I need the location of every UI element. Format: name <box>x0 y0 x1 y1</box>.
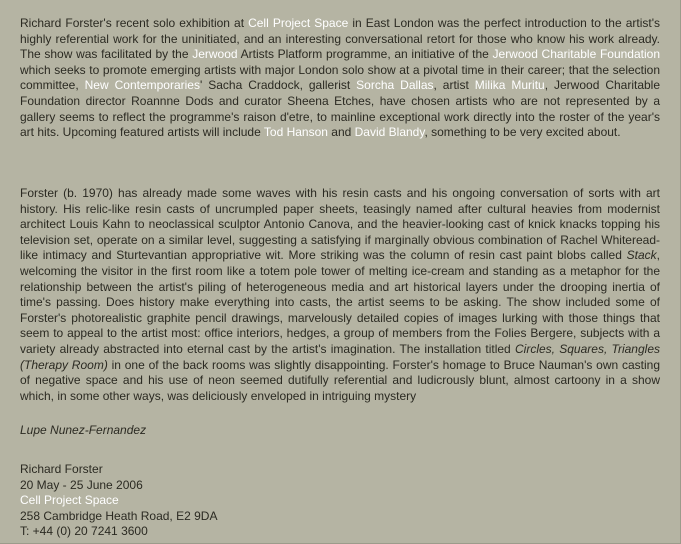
inline-link[interactable]: Jerwood Charitable Foundation <box>492 47 660 62</box>
inline-link[interactable]: Tod Hanson <box>263 125 328 140</box>
article <box>20 16 660 540</box>
info-venue-link[interactable]: Cell Project Space <box>20 493 119 508</box>
article-paragraph-2 <box>20 186 660 404</box>
inline-link[interactable]: David Blandy <box>354 125 425 140</box>
inline-link[interactable]: Milika Muritu <box>474 78 545 93</box>
text-run: in one of the back rooms was slightly disappointing. Forster's homage to Bruce Nauman's own casting of negative space and his use of neon seemed dutifully referential and ludicrously blunt, almost cartoony in a show which, in some other ways, was deliciously enveloped in intriguing mystery <box>20 357 661 403</box>
text-run: , artist <box>433 78 475 93</box>
text-run: Richard Forster's recent solo exhibition at <box>20 16 249 30</box>
emphasized-title: Stack <box>626 248 657 263</box>
text-run: Forster (b. 1970) has already made some waves with his resin casts and his ongoing conversation of sorts with art history. His relic-like resin casts of uncrumpled paper sheets, teasingly named after cultural heavies from modernist architect Louis Kahn to neoclassical sculptor Antonio Canova, and the heavier-looking cast of knick knacks topping his television set, operate on a similar level, suggesting a satisfying if marginally obvious combination of Rachel Whiteread-like intimacy and Sturtevantian appropriative wit. More striking was the column of resin cast paint blobs called <box>20 186 660 263</box>
emphasized-title: Circles, Squares, Triangles (Therapy Room) <box>20 341 660 372</box>
info-dates: 20 May - 25 June 2006 <box>20 477 143 492</box>
info-address: 258 Cambridge Heath Road, E2 9DA <box>20 508 218 523</box>
author-byline: Lupe Nunez-Fernandez <box>20 423 147 438</box>
text-run: which seeks to promote emerging artists with major London solo show at a pivotal time in their career; that the selection committee, <box>20 62 660 93</box>
info-phone: T: +44 (0) 20 7241 3600 <box>20 524 148 539</box>
text-run: , welcoming the visitor in the first room like a totem pole tower of melting ice-cream and standing as a metaphor for the relationship between the artist's piling of heterogeneous media and art historical layers under the drooping inertia of time's passing. Does history make everything into casts, the artist seems to be asking. The show included some of Forster's photorealistic graphite pencil drawings, marvelously detailed copies of images lurking with those things that seem to appeal to the artist most: office interiors, hedges, a group of members from the Folies Bergere, subjects with a variety already abstracted into eternal cast by the artist's imagination. The installation titled <box>20 248 660 356</box>
text-run: , Jerwood Charitable Foundation director Roannne Dods and curator Sheena Etches, have chosen artists who are not represented by a gallery seems to reflect the programme's raison d'etre, to mainline exceptional work directly into the roster of the year's art hits. Upcoming featured artists will include <box>20 78 661 140</box>
text-run: and <box>327 125 355 140</box>
inline-link[interactable]: New Contemporaries <box>84 78 200 93</box>
text-run: ' Sacha Craddock, gallerist <box>199 78 357 93</box>
inline-link[interactable]: Sorcha Dallas <box>356 78 434 93</box>
info-artist: Richard Forster <box>20 461 103 476</box>
text-run: Artists Platform programme, an initiative of the <box>237 47 493 62</box>
text-run: in East London was the perfect introduction to the artist's highly referential work for the uninitiated, and an interesting conversational retort for those who know his work already. The show was facilitated by the <box>20 16 660 62</box>
exhibition-info <box>20 462 660 540</box>
inline-link[interactable]: Cell Project Space <box>248 16 349 30</box>
text-run: , something to be very excited about. <box>424 125 621 140</box>
article-paragraph-1 <box>20 16 660 156</box>
inline-link[interactable]: Jerwood <box>192 47 238 62</box>
